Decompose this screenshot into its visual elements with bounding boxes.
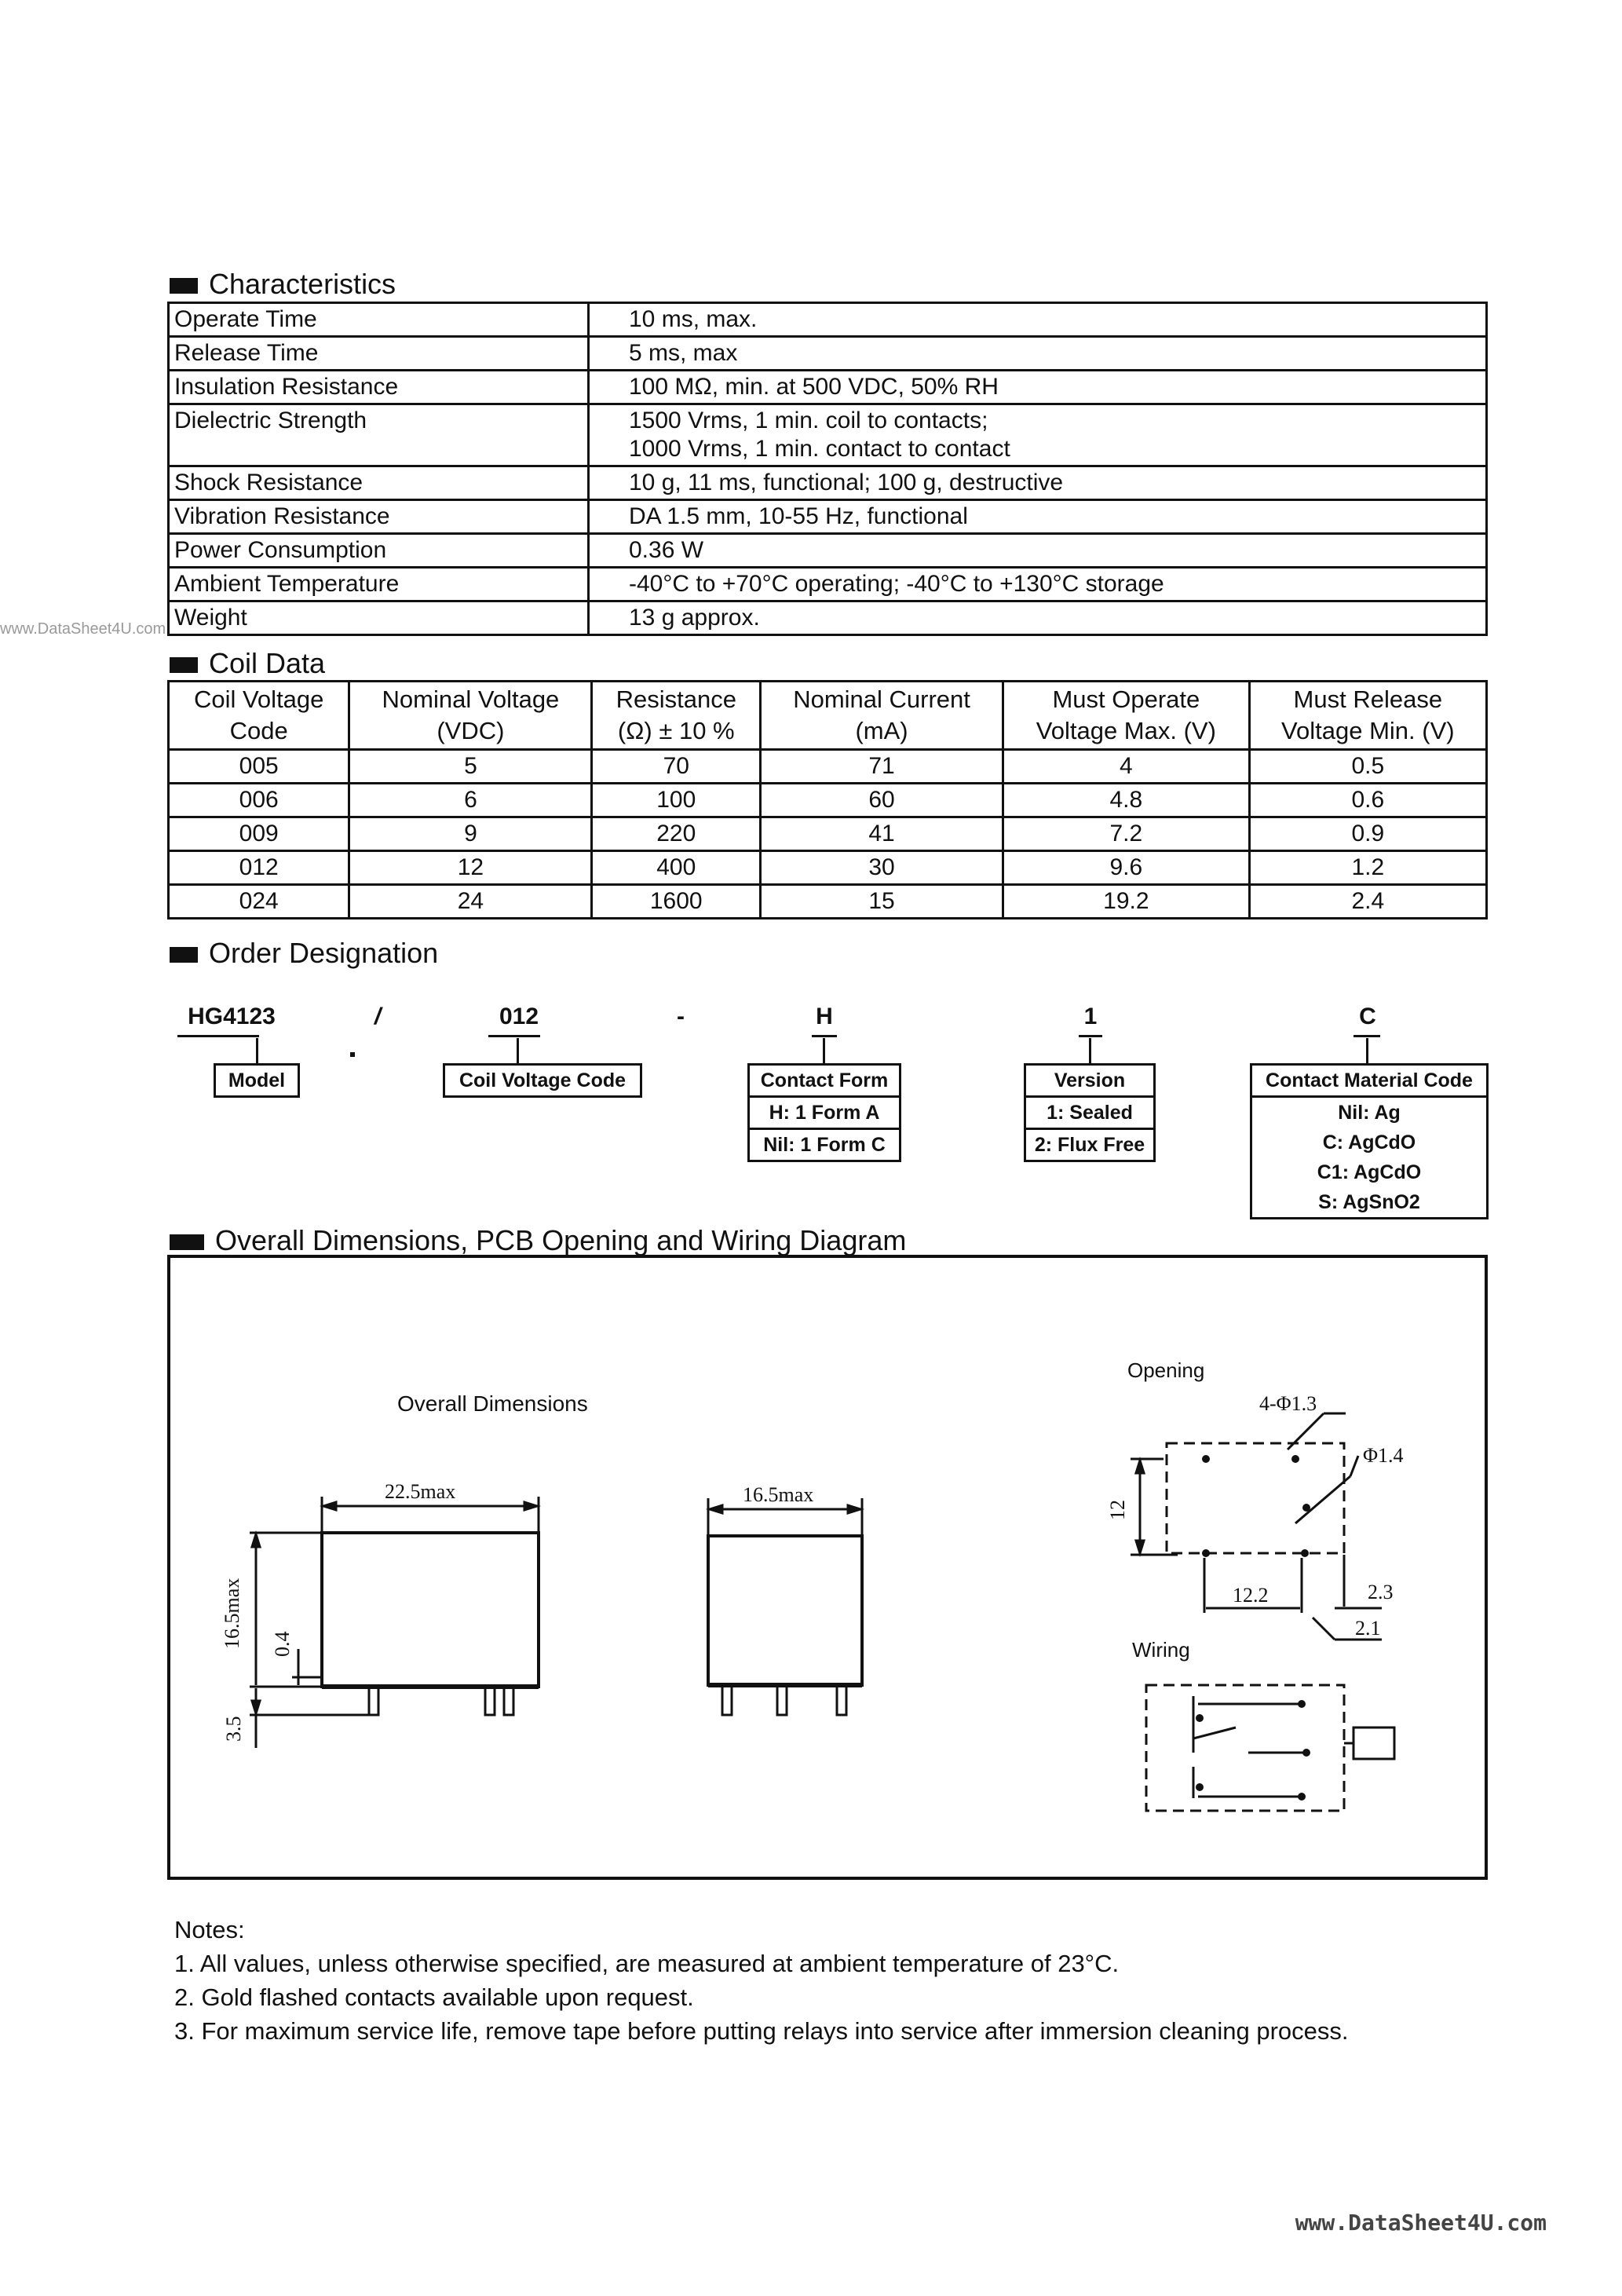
characteristic-label: Power Consumption [169, 534, 589, 568]
contact-form-option: H: 1 Form A [750, 1098, 899, 1130]
coil-header-line: Must Release [1293, 686, 1443, 713]
order-code-contact: H [816, 1004, 833, 1029]
coil-cell: 41 [761, 817, 1003, 851]
coil-cell: 1.2 [1249, 851, 1486, 885]
coil-header-line: Coil Voltage [193, 686, 324, 713]
coil-header-line: Must Operate [1052, 686, 1200, 713]
dim-2-3-label: 2.3 [1368, 1581, 1394, 1603]
dim-22-5-label: 22.5max [385, 1480, 456, 1503]
characteristic-value-line: -40°C to +70°C operating; -40°C to +130°C storage [629, 571, 1164, 597]
coil-header-line: Nominal Current [793, 686, 970, 713]
hole-label: 4-Φ1.3 [1259, 1392, 1317, 1415]
order-code-coil: 012 [499, 1004, 539, 1029]
contact-material-option: S: AgSnO2 [1318, 1191, 1420, 1213]
footer-url: www.DataSheet4U.com [1295, 2210, 1547, 2236]
dim-16-5-top-label: 16.5max [743, 1483, 814, 1506]
coil-cell: 15 [761, 885, 1003, 919]
coil-cell: 24 [349, 885, 592, 919]
characteristic-label: Ambient Temperature [169, 568, 589, 601]
order-code-material: C [1359, 1004, 1376, 1029]
order-code-model: HG4123 [188, 1004, 276, 1029]
coil-cell: 005 [169, 750, 349, 784]
characteristic-value-line: 0.36 W [629, 537, 704, 563]
characteristic-label: Dielectric Strength [169, 404, 589, 466]
characteristic-label: Release Time [169, 337, 589, 371]
overall-dimensions-label: Overall Dimensions [397, 1391, 588, 1416]
order-code-sep2: - [677, 1004, 685, 1029]
coil-header-line: (Ω) ± 10 % [617, 717, 735, 744]
relay-side-view [250, 1497, 539, 1748]
dim-12-2-label: 12.2 [1233, 1584, 1269, 1607]
coil-cell: 70 [592, 750, 761, 784]
characteristic-value-line: 5 ms, max [629, 340, 738, 366]
coil-header-line: Code [229, 717, 288, 744]
coil-cell: 100 [592, 784, 761, 817]
characteristic-value-line: 10 g, 11 ms, functional; 100 g, destructive [629, 470, 1064, 495]
coil-cell: 30 [761, 851, 1003, 885]
characteristic-value-line: 1500 Vrms, 1 min. coil to contacts; [629, 408, 988, 433]
coil-data-title: Coil Data [209, 647, 326, 679]
characteristic-label: Operate Time [169, 303, 589, 337]
coil-header-line: Nominal Voltage [382, 686, 560, 713]
dia-label: Φ1.4 [1363, 1444, 1404, 1467]
contact-material-option: C1: AgCdO [1317, 1161, 1422, 1183]
relay-front-view [708, 1498, 862, 1715]
dimensions-title: Overall Dimensions, PCB Opening and Wiring Diagram [215, 1224, 907, 1256]
contact-form-header: Contact Form [750, 1066, 899, 1098]
order-designation-title: Order Designation [209, 937, 439, 969]
model-box-label: Model [228, 1069, 286, 1091]
coil-cell: 4 [1003, 750, 1250, 784]
coil-header-line: (VDC) [437, 717, 505, 744]
notes-title: Notes: [174, 1916, 245, 1943]
coil-cell: 220 [592, 817, 761, 851]
coil-cell: 006 [169, 784, 349, 817]
dim-0-4-label: 0.4 [271, 1631, 294, 1657]
coil-cell: 7.2 [1003, 817, 1250, 851]
characteristic-value-line: DA 1.5 mm, 10-55 Hz, functional [629, 503, 968, 529]
coil-header-line: (mA) [855, 717, 908, 744]
dim-2-1-label: 2.1 [1355, 1617, 1381, 1640]
coil-cell: 2.4 [1249, 885, 1486, 919]
wiring-label: Wiring [1132, 1638, 1190, 1662]
coil-cell: 60 [761, 784, 1003, 817]
coil-cell: 024 [169, 885, 349, 919]
characteristic-value-line: 1000 Vrms, 1 min. contact to contact [629, 436, 1010, 462]
coil-cell: 12 [349, 851, 592, 885]
dim-3-5-label: 3.5 [222, 1716, 245, 1742]
coil-voltage-code-label: Coil Voltage Code [458, 1069, 627, 1091]
characteristic-label: Vibration Resistance [169, 500, 589, 534]
order-code-sep1: / [374, 1004, 382, 1029]
contact-material-header: Contact Material Code [1252, 1066, 1486, 1098]
dim-12-label: 12 [1106, 1500, 1129, 1520]
opening-label: Opening [1127, 1358, 1205, 1382]
version-option: 1: Sealed [1026, 1098, 1153, 1130]
version-header: Version [1026, 1066, 1153, 1098]
characteristic-value-line: 100 MΩ, min. at 500 VDC, 50% RH [629, 374, 999, 400]
coil-cell: 19.2 [1003, 885, 1250, 919]
coil-cell: 012 [169, 851, 349, 885]
contact-material-option: Nil: Ag [1338, 1102, 1401, 1124]
contact-form-option: Nil: 1 Form C [763, 1134, 886, 1156]
characteristics-title: Characteristics [209, 268, 396, 300]
coil-cell: 0.9 [1249, 817, 1486, 851]
coil-cell: 009 [169, 817, 349, 851]
wiring-diagram [1146, 1685, 1394, 1811]
version-option: 2: Flux Free [1034, 1134, 1145, 1156]
coil-cell: 9 [349, 817, 592, 851]
note-item: 3. For maximum service life, remove tape before putting relays into service after immersion cleaning process. [174, 2017, 1349, 2045]
coil-cell: 0.6 [1249, 784, 1486, 817]
coil-cell: 0.5 [1249, 750, 1486, 784]
coil-cell: 71 [761, 750, 1003, 784]
coil-cell: 6 [349, 784, 592, 817]
coil-cell: 400 [592, 851, 761, 885]
coil-header-line: Voltage Min. (V) [1281, 717, 1455, 744]
note-item: 2. Gold flashed contacts available upon request. [174, 1983, 694, 2011]
note-item: 1. All values, unless otherwise specified, are measured at ambient temperature of 23°C. [174, 1950, 1120, 1977]
coil-cell: 5 [349, 750, 592, 784]
characteristic-value-line: 10 ms, max. [629, 306, 758, 332]
dim-16-5-side-label: 16.5max [221, 1578, 243, 1649]
characteristic-label: Insulation Resistance [169, 371, 589, 404]
watermark: www.DataSheet4U.com [0, 620, 166, 638]
characteristic-label: Shock Resistance [169, 466, 589, 500]
coil-header-line: Voltage Max. (V) [1036, 717, 1216, 744]
order-code-version: 1 [1083, 1004, 1098, 1029]
characteristic-label: Weight [169, 601, 589, 635]
coil-header-line: Resistance [616, 686, 736, 713]
coil-cell: 9.6 [1003, 851, 1250, 885]
coil-cell: 1600 [592, 885, 761, 919]
coil-cell: 4.8 [1003, 784, 1250, 817]
notes-block [174, 1913, 1349, 2048]
contact-material-option: C: AgCdO [1322, 1132, 1416, 1153]
characteristic-value-line: 13 g approx. [629, 605, 760, 631]
